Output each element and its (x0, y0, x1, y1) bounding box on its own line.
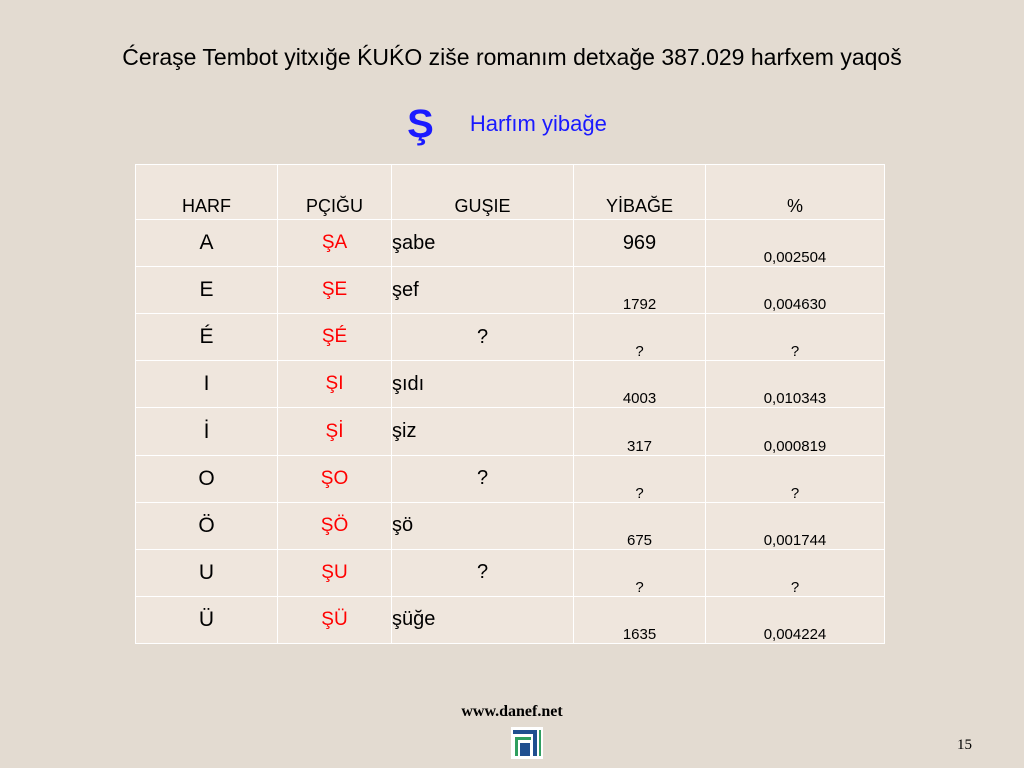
header-yibage: YİBAĞE (574, 165, 706, 220)
cell-harf: I (136, 361, 278, 408)
cell-harf: O (136, 455, 278, 502)
cell-yibage: ? (574, 314, 706, 361)
cell-harf: E (136, 267, 278, 314)
header-harf: HARF (136, 165, 278, 220)
danef-logo-icon (511, 727, 543, 759)
subtitle-text: Harfım yibağe (469, 111, 607, 136)
cell-pcigu: Şİ (278, 408, 392, 455)
cell-yibage: 4003 (574, 361, 706, 408)
cell-percent: 0,004224 (706, 596, 885, 643)
letter-heading: Ş (407, 102, 434, 146)
cell-yibage: 675 (574, 502, 706, 549)
cell-percent: 0,004630 (706, 267, 885, 314)
cell-yibage: 317 (574, 408, 706, 455)
cell-gusie: şiz (392, 408, 574, 455)
cell-pcigu: ŞÖ (278, 502, 392, 549)
table-row (136, 220, 885, 267)
cell-pcigu: ŞU (278, 549, 392, 596)
slide-subtitle (0, 102, 1024, 146)
footer-url[interactable]: www.danef.net (461, 703, 563, 720)
cell-harf: Ü (136, 596, 278, 643)
cell-pcigu: ŞO (278, 455, 392, 502)
cell-gusie: şüğe (392, 596, 574, 643)
cell-harf: U (136, 549, 278, 596)
cell-harf: Ö (136, 502, 278, 549)
cell-percent: 0,001744 (706, 502, 885, 549)
cell-yibage: ? (574, 455, 706, 502)
table-row (136, 455, 885, 502)
frequency-table (135, 164, 885, 644)
header-pcigu: PÇIĞU (278, 165, 392, 220)
header-gusie: GUŞIE (392, 165, 574, 220)
cell-pcigu: ŞÉ (278, 314, 392, 361)
slide-title: Ćeraşe Tembot yitxığe ḰUḰO ziše romanım detxağe 387.029 harfxem yaqoš (122, 44, 902, 70)
cell-yibage: 969 (574, 220, 706, 267)
cell-gusie: şö (392, 502, 574, 549)
cell-pcigu: ŞA (278, 220, 392, 267)
table-row (136, 267, 885, 314)
table-row (136, 549, 885, 596)
cell-gusie: ? (392, 314, 574, 361)
cell-gusie: şef (392, 267, 574, 314)
header-percent: % (706, 165, 885, 220)
cell-harf: İ (136, 408, 278, 455)
cell-percent: ? (706, 549, 885, 596)
cell-percent: 0,000819 (706, 408, 885, 455)
cell-yibage: 1635 (574, 596, 706, 643)
cell-gusie: şabe (392, 220, 574, 267)
cell-pcigu: ŞÜ (278, 596, 392, 643)
cell-yibage: 1792 (574, 267, 706, 314)
cell-harf: É (136, 314, 278, 361)
cell-yibage: ? (574, 549, 706, 596)
table-row (136, 314, 885, 361)
cell-percent: ? (706, 314, 885, 361)
cell-pcigu: ŞE (278, 267, 392, 314)
cell-percent: 0,002504 (706, 220, 885, 267)
table-row (136, 361, 885, 408)
page-number: 15 (957, 737, 972, 753)
cell-gusie: şıdı (392, 361, 574, 408)
cell-gusie: ? (392, 549, 574, 596)
cell-gusie: ? (392, 455, 574, 502)
table-row (136, 502, 885, 549)
table-row (136, 596, 885, 643)
table-header-row (136, 165, 885, 220)
cell-harf: A (136, 220, 278, 267)
cell-percent: 0,010343 (706, 361, 885, 408)
cell-pcigu: ŞI (278, 361, 392, 408)
table-row (136, 408, 885, 455)
cell-percent: ? (706, 455, 885, 502)
